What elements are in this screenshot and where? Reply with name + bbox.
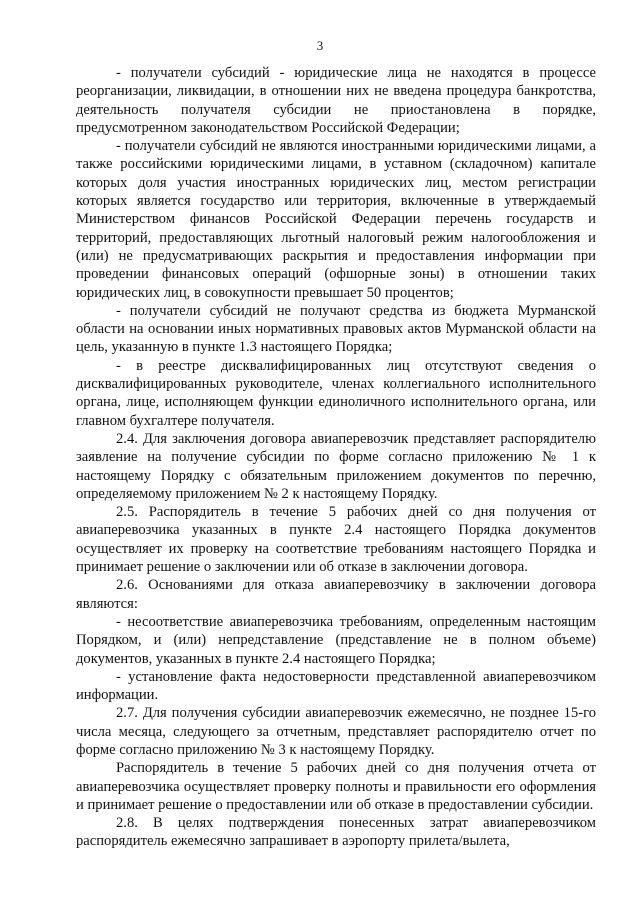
paragraph-2-5: 2.5. Распорядитель в течение 5 рабочих дней со дня получения от авиаперевозчика указанных в пункте 2.4 настоящего Порядка документов осуществляет их проверку на соответствие требованиям настоящего Порядка и принимает решение о заключении или об отказе в заключении договора.: [76, 504, 596, 576]
paragraph-2-6: 2.6. Основаниями для отказа авиаперевозчику в заключении договора являются:: [76, 577, 596, 612]
paragraph-reorganization: - получатели субсидий - юридические лица не находятся в процессе реорганизации, ликвидации, в отношении них не введена процедура банкротства, деятельность получателя субсидии не приостановлена в порядке, предусмотренном законодательством Российской Федерации;: [76, 65, 596, 136]
paragraph-report-check: Распорядитель в течение 5 рабочих дней со дня получения отчета от авиаперевозчика осуществляет проверку полноты и правильности его оформления и принимает решение о предоставлении или об отказе в предоставлении субсидии.: [76, 760, 596, 813]
paragraph-2-4: 2.4. Для заключения договора авиаперевозчик представляет распорядителю заявление на получение субсидии по форме согласно приложению № 1 к настоящему Порядку с обязательным приложением документов по перечню, определяемому приложением № 2 к настоящему Порядку.: [76, 430, 596, 502]
paragraph-disqualified-registry: - в реестре дисквалифицированных лиц отсутствуют сведения о дисквалифицированных руководителе, членах коллегиального исполнительного органа, лице, исполняющем функции единоличного исполнительного органа, или главном бухгалтере получателя.: [76, 357, 596, 429]
page-number: 3: [316, 38, 324, 53]
paragraph-nonconformity: - несоответствие авиаперевозчика требованиям, определенным настоящим Порядком, и (или) непредставление (представление не в полном объеме) документов, указанных в пункте 2.4 настоящего Порядка;: [76, 613, 596, 667]
document-body: [76, 64, 596, 851]
paragraph-2-8: 2.8. В целях подтверждения понесенных затрат авиаперевозчиком распорядитель ежемесячно запрашивает в аэропорту прилета/вылета,: [76, 815, 596, 850]
paragraph-2-7: 2.7. Для получения субсидии авиаперевозчик ежемесячно, не позднее 15-го числа месяца, следующего за отчетным, представляет распорядителю отчет по форме согласно приложению № 3 к настоящему Порядку.: [76, 705, 596, 758]
paragraph-budget-funds: - получатели субсидий не получают средства из бюджета Мурманской области на основании иных нормативных правовых актов Мурманской области на цель, указанную в пункте 1.3 настоящего Порядка;: [76, 302, 596, 356]
paragraph-foreign-entities: - получатели субсидий не являются иностранными юридическими лицами, а также российскими юридическими лицами, в уставном (складочном) капитале которых доля участия иностранных юридических лиц, местом регистрации которых является государство или территория, включенные в утверждаемый Министерством финансов Российской Федерации перечень государств и территорий, предоставляющих льготный налоговый режим налогообложения и (или) не предусматривающих раскрытия и предоставления информации при проведении финансовых операций (офшорные зоны) в отношении таких юридических лиц, в совокупности превышает 50 процентов;: [76, 138, 596, 301]
paragraph-false-information: - установление факта недостоверности представленной авиаперевозчиком информации.: [76, 668, 596, 704]
